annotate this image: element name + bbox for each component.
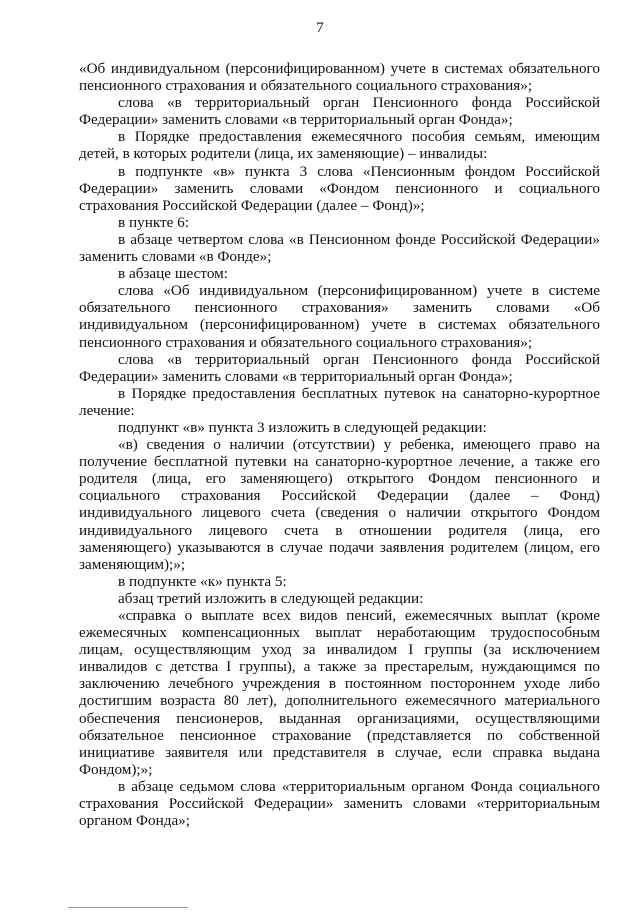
paragraph: слова «в территориальный орган Пенсионного фонда Российской Федерации» заменить словами «в территориальный орган Фонда»; <box>79 94 600 129</box>
paragraph: в пункте 6: <box>118 213 189 231</box>
paragraph: «справка о выплате всех видов пенсий, ежемесячных выплат (кроме ежемесячных компенсационных выплат неработающим трудоспособным лицам, осуществляющим уход за инвалидом I группы (за исключением инвалидов с детства I группы), а также за престарелым, нуждающимся по заключению лечебного учреждения в постоянном постороннем уходе либо достигшим возраста 80 лет), дополнительного ежемесячного материального обеспечения пенсионеров, выданная организациями, осуществляющими обязательное пенсионное страхование (представляется по собственной инициативе заявителя или представителя в случае, если справка выдана Фондом);»; <box>79 607 600 778</box>
paragraph: в Порядке предоставления ежемесячного пособия семьям, имеющим детей, в которых родители (лица, их заменяющие) – инвалиды: <box>79 128 600 163</box>
paragraph: в абзаце шестом: <box>118 265 228 283</box>
scan-artifact-line <box>68 907 188 910</box>
paragraph: в абзаце четвертом слова «в Пенсионном фонде Российской Федерации» заменить словами «в Фонде»; <box>79 230 600 266</box>
page-number: 7 <box>316 20 324 36</box>
document-body <box>79 60 600 829</box>
paragraph: слова «Об индивидуальном (персонифицированном) учете в системе обязательного пенсионного страхования» заменить словами «Об индивидуальном (персонифицированном) учете в системах обязательного пенсионного страхования и обязательного социального страхования»; <box>79 282 600 351</box>
paragraph: в подпункте «к» пункта 5: <box>118 572 287 590</box>
paragraph: абзац третий изложить в следующей редакции: <box>118 589 424 607</box>
paragraph: в Порядке предоставления бесплатных путевок на санаторно-курортное лечение: <box>79 384 600 419</box>
paragraph: подпункт «в» пункта 3 изложить в следующей редакции: <box>118 418 487 436</box>
paragraph: «Об индивидуальном (персонифицированном) учете в системах обязательного пенсионного страхования и обязательного социального страхования»; <box>79 60 600 95</box>
paragraph: в подпункте «в» пункта 3 слова «Пенсионным фондом Российской Федерации» заменить словами «Фондом пенсионного и социального страхования Российской Федерации (далее – Фонд)»; <box>79 162 600 214</box>
paragraph: в абзаце седьмом слова «территориальным органом Фонда социального страхования Российской Федерации» заменить словами «территориальным органом Фонда»; <box>79 777 600 830</box>
paragraph: слова «в территориальный орган Пенсионного фонда Российской Федерации» заменить словами «в территориальный орган Фонда»; <box>79 350 600 385</box>
paragraph: «в) сведения о наличии (отсутствии) у ребенка, имеющего право на получение бесплатной путевки на санаторно-курортное лечение, а также его родителя (лица, его заменяющего) открытого Фондом пенсионного и социального страхования Российской Федерации (далее – Фонд) индивидуального лицевого счета (сведения о наличии открытого Фондом индивидуального лицевого счета в отношении родителя (лица, его заменяющего) указываются в случае подачи заявления родителем (лицом, его заменяющим);»; <box>79 436 600 573</box>
